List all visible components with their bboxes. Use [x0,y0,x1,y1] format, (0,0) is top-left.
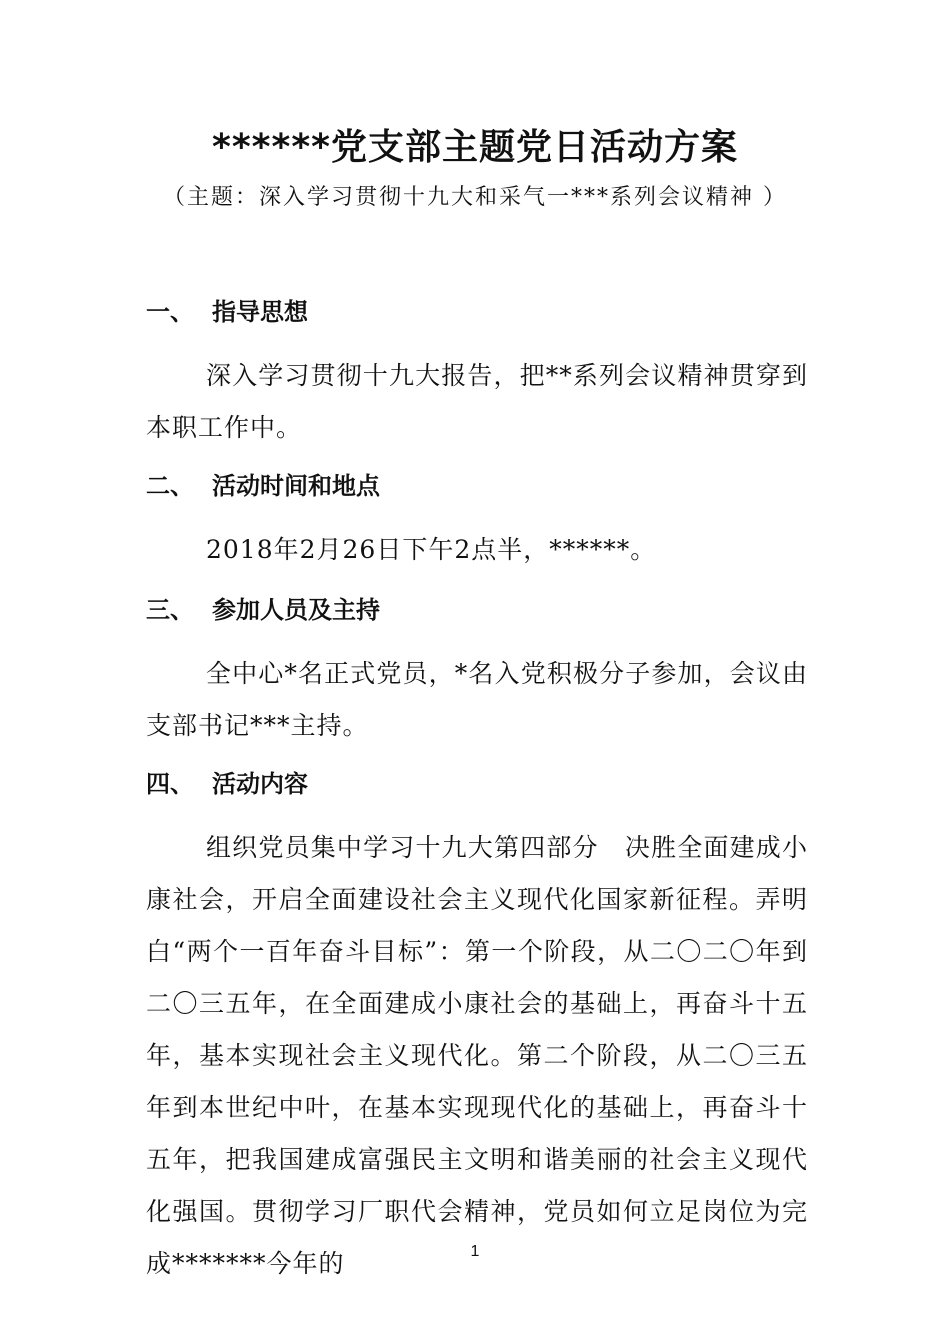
section-number: 四、 [146,770,194,798]
section-title: 参加人员及主持 [212,596,380,624]
page-number: 1 [470,1243,480,1260]
section-body-2: 2018年2月26日下午2点半，******。 [206,535,657,564]
section-body-1: 深入学习贯彻十九大报告，把**系列会议精神贯穿到本职工作中。 [146,361,808,442]
section-body-3: 全中心*名正式党员，*名入党积极分子参加，会议由支部书记***主持。 [146,659,808,740]
section-heading-1 [146,292,308,332]
section-heading-3 [146,590,380,630]
section-number: 一、 [146,298,194,326]
section-heading-2 [146,466,380,506]
section-heading-4 [146,764,308,804]
section-title: 活动时间和地点 [212,472,380,500]
document-title: ******党支部主题党日活动方案 [212,127,738,168]
section-number: 三、 [146,596,194,624]
document-subtitle: （主题：深入学习贯彻十九大和采气一***系列会议精神 ） [163,185,787,210]
section-title: 指导思想 [212,298,308,326]
section-number: 二、 [146,472,194,500]
section-title: 活动内容 [212,770,308,798]
section-body-4: 组织党员集中学习十九大第四部分 决胜全面建成小康社会，开启全面建设社会主义现代化国家新征程。弄明白“两个一百年奋斗目标”：第一个阶段，从二〇二〇年到二〇三五年，在全面建成小康社会的基础上，再奋斗十五年，基本实现社会主义现代化。第二个阶段，从二〇三五年到本世纪中叶，在基本实现现代化的基础上，再奋斗十五年，把我国建成富强民主文明和谐美丽的社会主义现代化强国。贯彻学习厂职代会精神，党员如何立足岗位为完成*******今年的 [146,833,808,1278]
